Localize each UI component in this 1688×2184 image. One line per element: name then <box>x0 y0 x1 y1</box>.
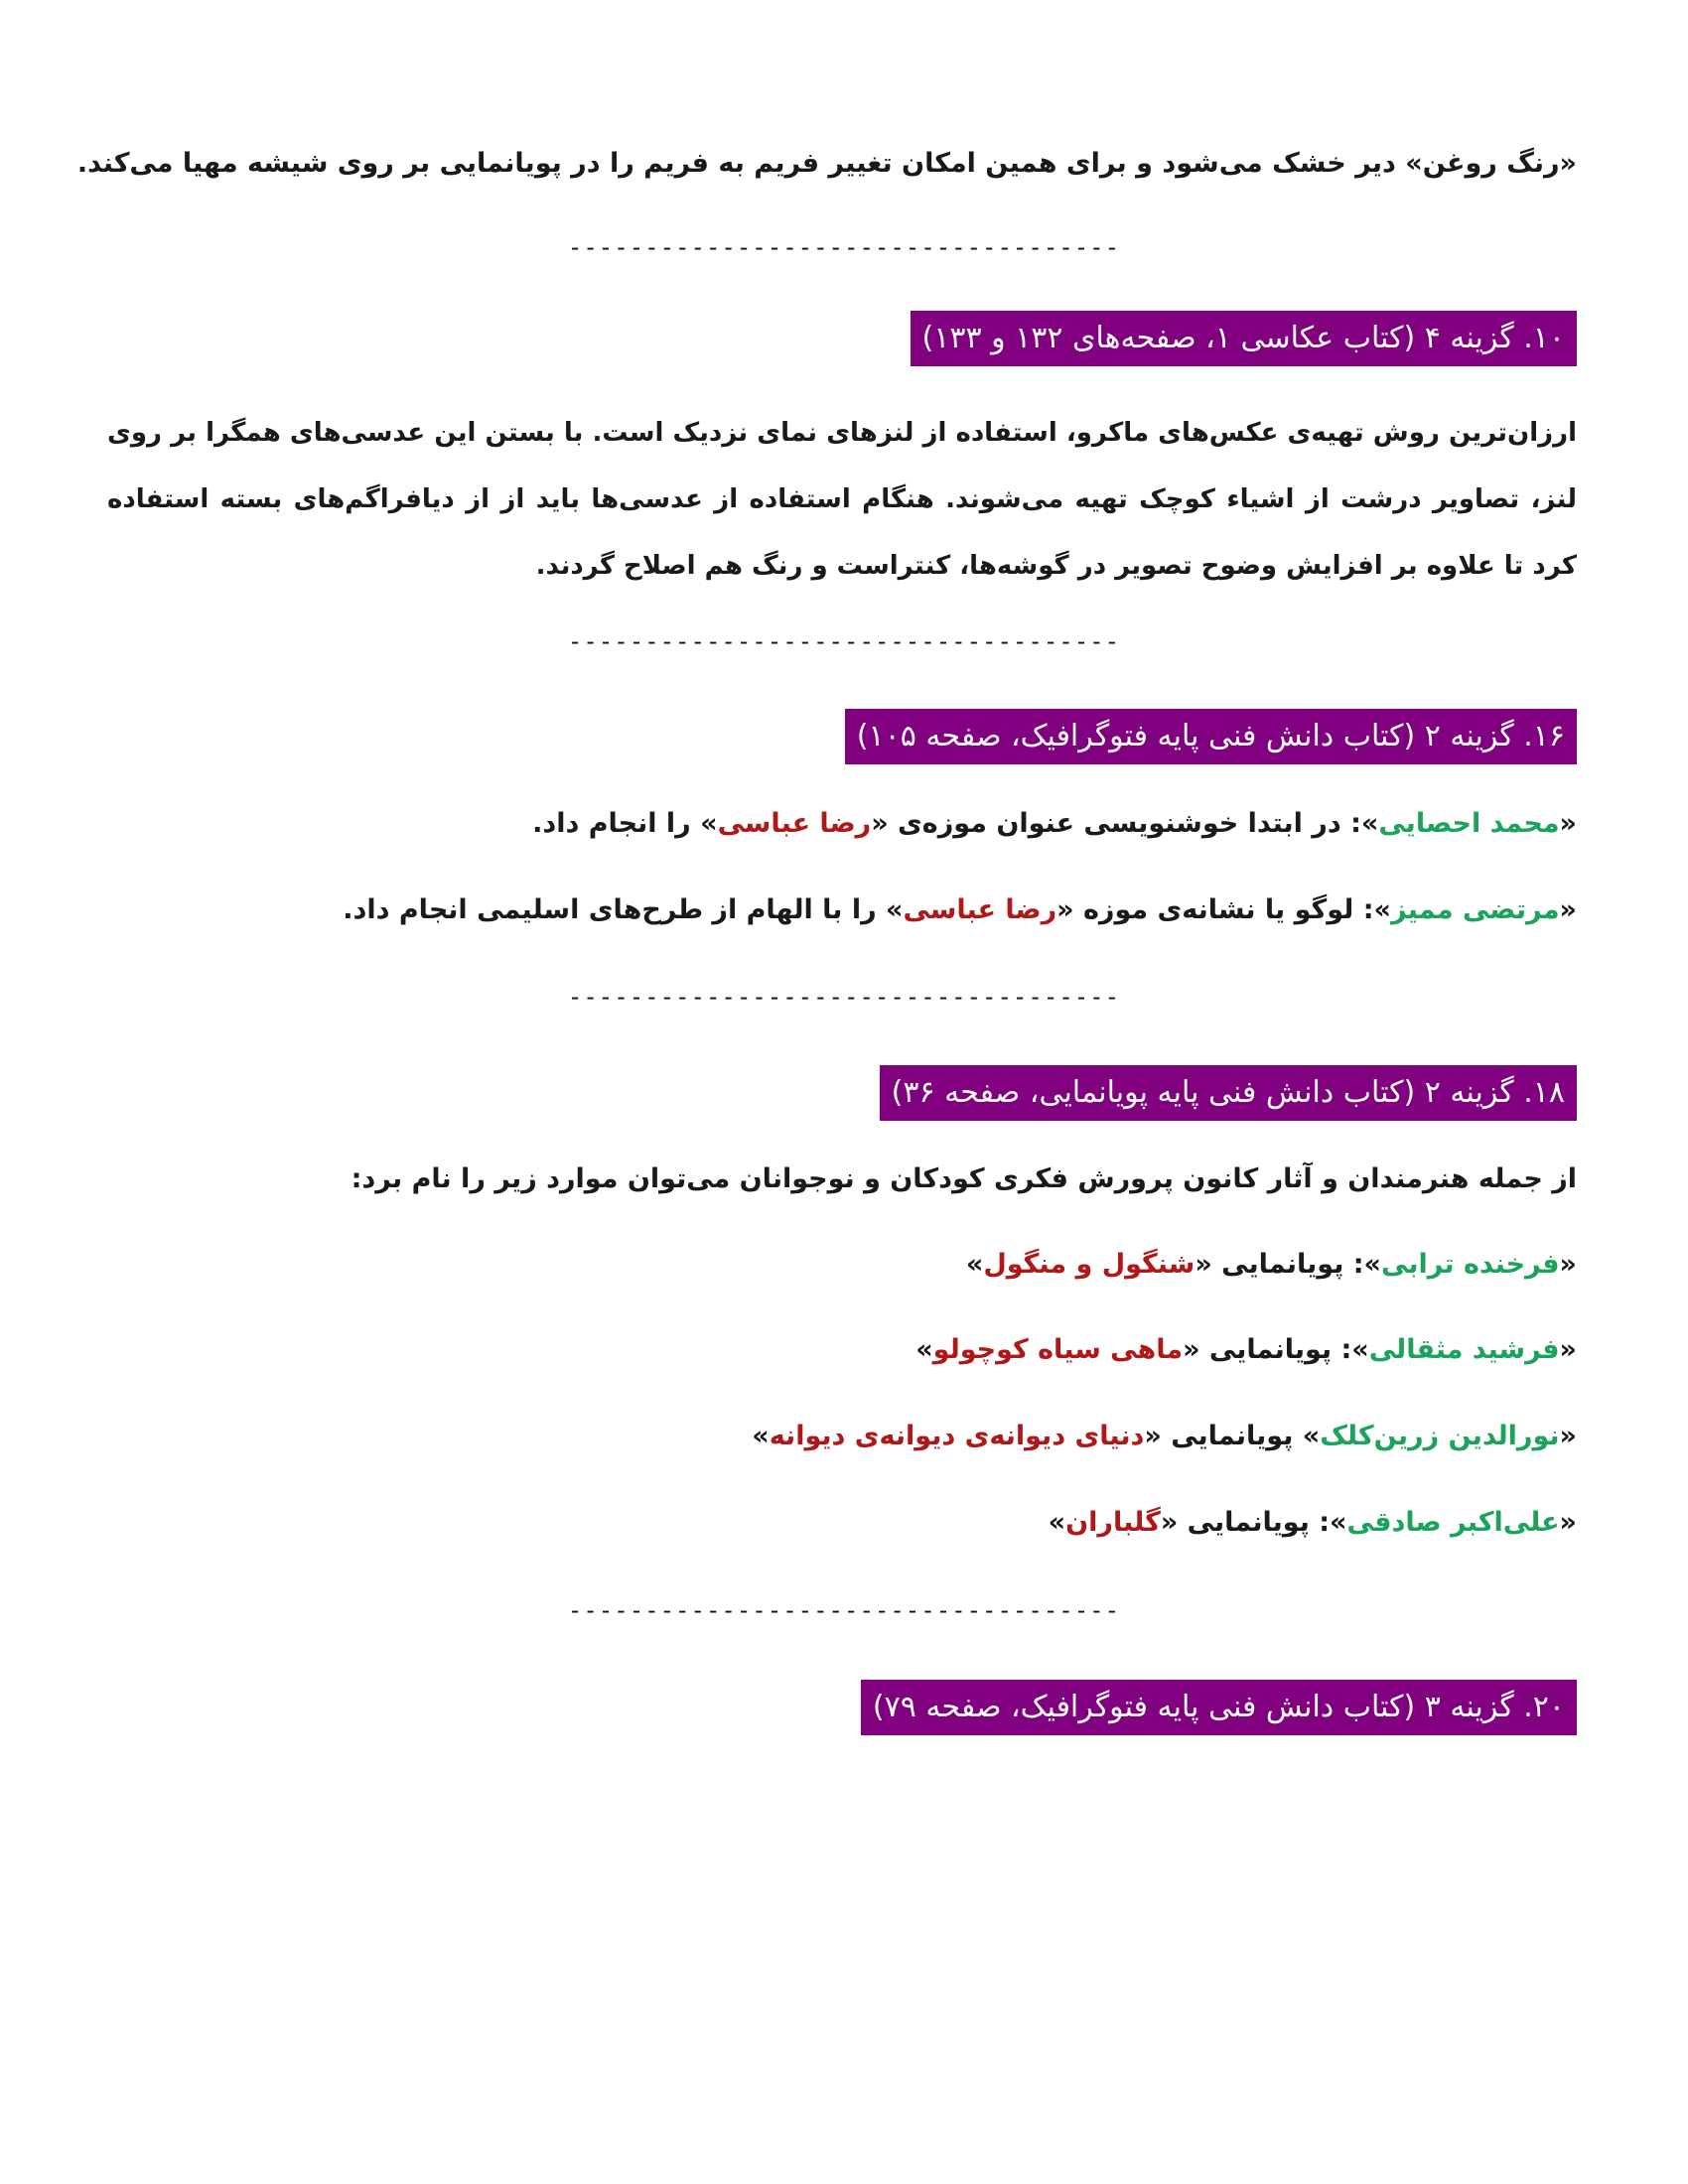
artist-name: نورالدین زرین‌کلک <box>1320 1421 1560 1451</box>
section-16-line-1: «محمد احصایی»: در ابتدا خوشنویسی عنوان موزه‌ی «رضا عباسی» را انجام داد. <box>532 808 1577 839</box>
section-heading-20: ۲۰. گزینه ۳ (کتاب دانش فنی پایه فتوگرافیک، صفحه ۷۹) <box>861 1680 1577 1735</box>
section-heading-16: ۱۶. گزینه ۲ (کتاب دانش فنی پایه فتوگرافیک، صفحه ۱۰۵) <box>845 709 1577 764</box>
work-title: شنگول و منگول <box>983 1249 1196 1280</box>
artist-name: فرشید مثقالی <box>1368 1334 1560 1365</box>
section-18-line-4: «علی‌اکبر صادقی»: پویانمایی «گلباران» <box>1048 1507 1577 1538</box>
section-18-line-2: «فرشید مثقالی»: پویانمایی «ماهی سیاه کوچولو» <box>915 1334 1577 1365</box>
section-18-intro: از جمله هنرمندان و آثار کانون پرورش فکری کودکان و نوجوانان می‌توان موارد زیر را نام برد: <box>351 1163 1577 1194</box>
artist-name: علی‌اکبر صادقی <box>1346 1507 1560 1538</box>
artist-name: مرتضی ممیز <box>1390 894 1560 925</box>
work-title: گلباران <box>1065 1507 1161 1538</box>
artist-name: محمد احصایی <box>1378 808 1560 839</box>
work-title: ماهی سیاه کوچولو <box>932 1334 1184 1365</box>
separator-4: ------------------------------------ <box>567 1596 1121 1624</box>
separator-2: ------------------------------------ <box>567 627 1121 655</box>
section-10-paragraph: ارزان‌ترین روش تهیه‌ی عکس‌های ماکرو، استفاده از لنزهای نمای نزدیک است. با بستن این عدسی‌های همگرا بر روی لنز، تصاویر درشت از اشیاء کوچک تهیه می‌شوند. هنگام استفاده از عدسی‌ها باید از از دیافراگم‌های بسته استفاده کرد تا علاوه بر افزایش وضوح تصویر در گوشه‌ها، کنتراست و رنگ هم اصلاح گردند. <box>107 418 1577 581</box>
work-title: رضا عباسی <box>903 894 1057 925</box>
artist-name: فرخنده ترابی <box>1381 1249 1560 1280</box>
work-title: دنیای دیوانه‌ی دیوانه‌ی دیوانه <box>769 1421 1145 1451</box>
section-16-line-2: «مرتضی ممیز»: لوگو یا نشانه‌ی موزه «رضا عباسی» را با الهام از طرح‌های اسلیمی انجام داد. <box>343 894 1577 925</box>
section-heading-10: ۱۰. گزینه ۴ (کتاب عکاسی ۱، صفحه‌های ۱۳۲ و ۱۳۳) <box>911 311 1577 366</box>
section-heading-18: ۱۸. گزینه ۲ (کتاب دانش فنی پایه پویانمایی، صفحه ۳۶) <box>880 1065 1577 1121</box>
section-18-line-3: «نورالدین زرین‌کلک» پویانمایی «دنیای دیوانه‌ی دیوانه‌ی دیوانه» <box>752 1421 1577 1451</box>
intro-line: «رنگ روغن» دیر خشک می‌شود و برای همین امکان تغییر فریم به فریم را در پویانمایی بر روی شیشه مهیا می‌کند. <box>76 148 1577 179</box>
separator-3: ------------------------------------ <box>567 983 1121 1011</box>
work-title: رضا عباسی <box>717 808 872 839</box>
separator-1: ------------------------------------ <box>567 233 1121 261</box>
section-18-line-1: «فرخنده ترابی»: پویانمایی «شنگول و منگول» <box>965 1249 1577 1280</box>
